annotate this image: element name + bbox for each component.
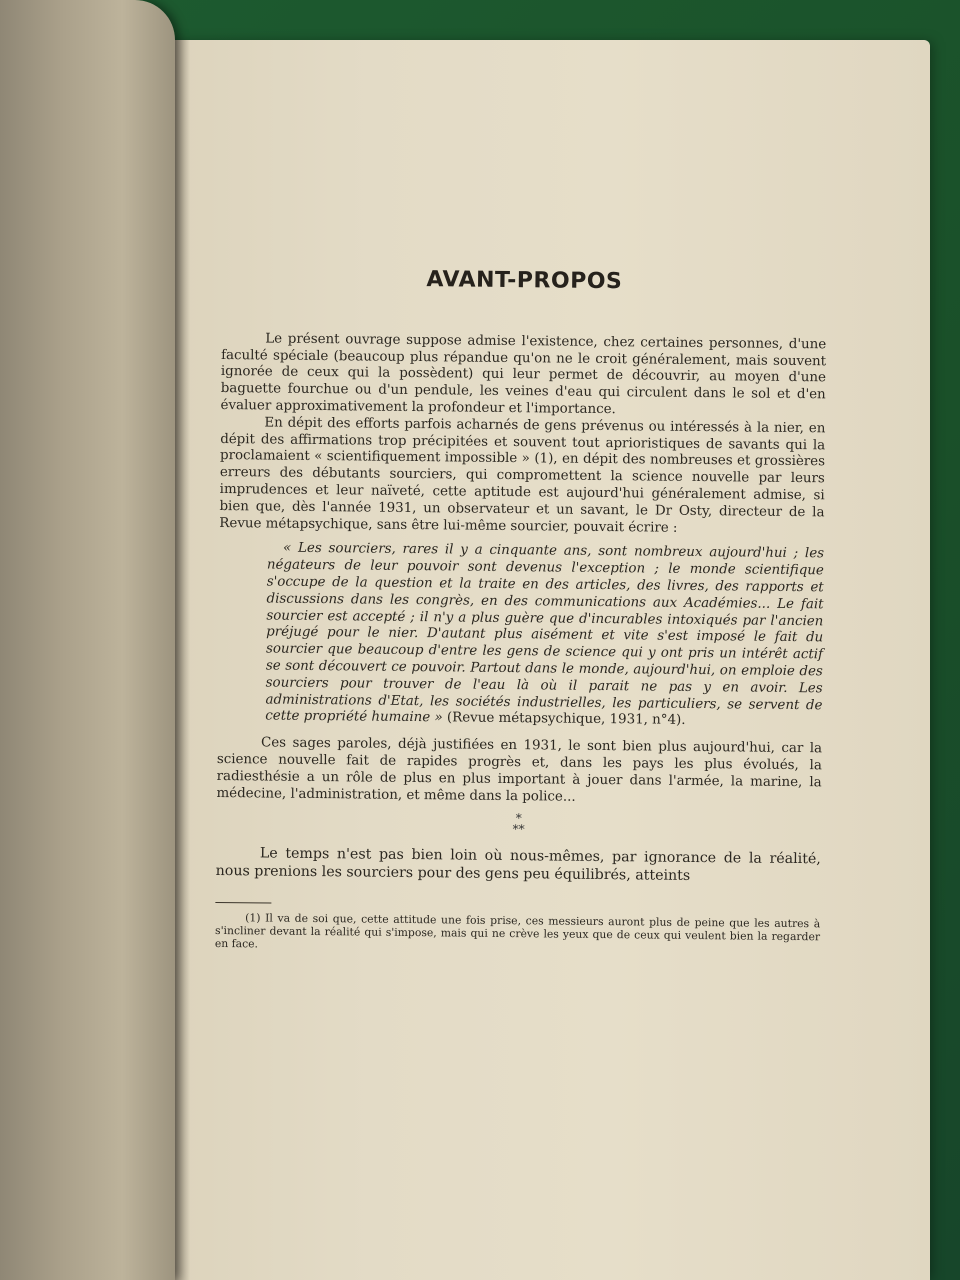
paragraph-2: En dépit des efforts parfois acharnés de gens prévenus ou intéressés à la nier, en dépit des affirmations trop précipitées et souvent tout aprioristiques de savants qui la proclamaient « scientifiquement impossible » (1), en dépit des nombreuses et grossières erreurs des débutants sourciers, qui compromettent la science nouvelle par leurs imprudences et leur naïveté, cette aptitude est aujourd'hui généralement admise, si bien que, dès l'année 1931, un observateur et un savant, le Dr Osty, directeur de la Revue métapsychique, sans être lui-même sourcier, pouvait écrire :	[219, 415, 826, 536]
quote-reference: (Revue métapsychique, 1931, n°4).	[446, 710, 686, 729]
quote-text: « Les sourciers, rares il y a cinquante ans, sont nombreux aujourd'hui ; les négateurs de leur pouvoir sont devenus l'exception ; le monde scientifique s'occupe de la question et la traite en des articles, des livres, des rapports et discussions dans les congrès, en des communications aux Académies... Le fait sourcier est accepté ; il n'y a plus guère que d'incurables intoxiqués par l'ancien préjugé pour le nier. D'autant plus aisément et vite s'est imposé le fait du sourcier que beaucoup d'entre les gens de science qui y ont pris un intérêt actif se sont découvert ce pouvoir. Partout dans le monde, aujourd'hui, on emploie des sourciers pour trouver de l'eau là où il parait ne pas y en avoir. Les administrations d'Etat, les sociétés industrielles, les particuliers, se servent de cette propriété humaine »	[265, 541, 825, 726]
paragraph-1: Le présent ouvrage suppose admise l'existence, chez certaines personnes, d'une faculté spéciale (beaucoup plus répandue qu'on ne le croit généralement, mais souvent ignorée de ceux qui la possèdent) qui leur permet de découvrir, au moyen d'une baguette fourchue ou d'un pendule, les veines d'eau qui circulent dans le sol et d'en évaluer approximativement la profondeur et l'importance.	[220, 331, 827, 418]
paragraph-4: Le temps n'est pas bien loin où nous-mêmes, par ignorance de la réalité, nous prenions les sourciers pour des gens peu équilibrés, atteints	[215, 845, 821, 885]
asterism	[216, 810, 821, 838]
asterism-top: *	[515, 811, 522, 826]
block-quote	[265, 541, 824, 732]
footnote-divider	[215, 902, 271, 904]
paragraph-3: Ces sages paroles, déjà justifiées en 1931, le sont bien plus aujourd'hui, car la science nouvelle fait de rapides progrès et, dans les pays les plus évolués, la radiesthésie a un rôle de plus en plus important à jouer dans l'armée, la marine, la médecine, l'administration, et même dans la police...	[216, 735, 823, 805]
page-content	[214, 267, 827, 957]
footnote: (1) Il va de soi que, cette attitude une fois prise, ces messieurs auront plus de peine que les autres à s'incliner devant la réalité qui s'impose, mais qui ne crève les yeux que de ceux qui veulent bien la regarder en face.	[214, 911, 821, 951]
asterism-bottom: **	[512, 822, 525, 837]
previous-page-edge	[0, 0, 175, 1280]
page-title: AVANT-PROPOS	[426, 267, 623, 295]
